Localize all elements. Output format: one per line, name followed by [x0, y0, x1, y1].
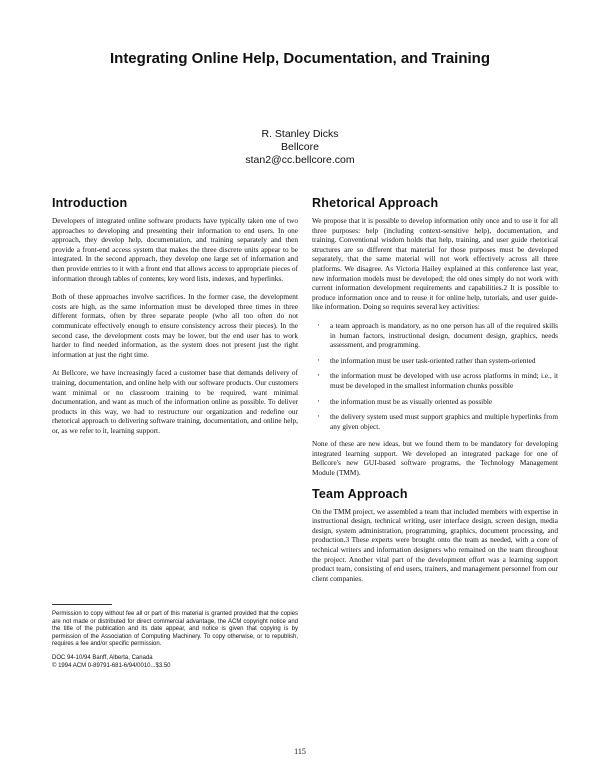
list-item: · the information must be developed with use across platforms in mind; i.e., it must be developed in the smallest information chunks possible	[312, 371, 558, 390]
permission-notice	[52, 604, 298, 670]
left-column	[52, 196, 298, 444]
introduction-heading: Introduction	[52, 196, 128, 210]
author-affiliation: Bellcore	[281, 141, 319, 153]
copyright-line: © 1994 ACM 0-89791-681-6/94/0010...$3.50	[52, 662, 171, 669]
author-block	[0, 128, 600, 167]
rhetorical-paragraph: We propose that it is possible to develop information only once and to use it for all three purposes: help (including context-sensitive help), documentation, and training. Conventional wisdom holds that help, training, and user guide rhetorical structures are so different that material for those purposes must be developed separately, that the same material will not work effectively across all three platforms. We disagree. As Victoria Hailey explained at this conference last year, new information models must be developed; the old ones simply do not work with current information development requirements and capabilities.2 It is possible to produce information once and to reuse it for online help, tutorials, and user guide-like information. Doing so requires several key activities:	[312, 216, 558, 312]
intro-paragraph: Both of these approaches involve sacrifices. In the former case, the development costs are high, as the same information must be developed three times in three different formats, often by three separate people (who all too often do not communicate effectively enough to ensure consistency across their pieces). In the second case, the development costs may be lower, but the end user has to work harder to find needed information, as the system does not present just the right information at just the right time.	[52, 292, 298, 359]
footnote-divider	[52, 604, 112, 605]
paper-title: Integrating Online Help, Documentation, and Training	[109, 50, 491, 67]
page-number: 115	[294, 747, 306, 756]
list-item: · a team approach is mandatory, as no one person has all of the required skills in human factors, instructional design, document design, graphics, needs assessment, and programming.	[312, 321, 558, 350]
conference-line: DOC 94-10/94 Banff, Alberta, Canada	[52, 654, 153, 661]
list-item: · the delivery system used must support graphics and multiple hyperlinks from any given object.	[312, 412, 558, 431]
intro-paragraph: Developers of integrated online software products have typically taken one of two approaches to developing and presenting their information to end users. In one approach, they develop help, documentation, and training separately and then provide a front-end access system that makes the three discrete units appear to be integrated. In the second approach, they develop one large set of information and then provide entries to it with a front end that allows access to appropriate pieces of information through tables of contents, key word lists, indexes, and hyperlinks.	[52, 216, 298, 283]
rhetorical-approach-heading: Rhetorical Approach	[312, 196, 439, 210]
right-column	[312, 196, 558, 592]
permission-text: Permission to copy without fee all or part of this material is granted provided that the copies are not made or distributed for direct commercial advantage, the ACM copyright notice and the title of the publication and its date appear, and notice is given that copying is by permission of the Association of Computing Machinery. To copy otherwise, or to republish, requires a fee and/or specific permission.	[52, 611, 298, 648]
list-item: · the information must be user task-oriented rather than system-oriented	[312, 356, 558, 366]
team-approach-heading: Team Approach	[312, 486, 408, 501]
team-paragraph: On the TMM project, we assembled a team that included members with expertise in instructional design, technical writing, user interface design, screen design, media design, system administration, programming, graphics, document processing, and production.3 These experts were brought onto the team as needed, with a core of technical writers and information designers who remained on the team throughout the project. Another vital part of the development effort was a learning support product team, consisting of end users, trainers, and management personnel from our client companies.	[312, 506, 558, 583]
intro-paragraph: At Bellcore, we have increasingly faced a customer base that demands delivery of training, documentation, and online help with our software products. Our customers want minimal or no classroom training to be required, want minimal documentation, and want as much of the information online as possible. To deliver products in this way, we had to restructure our organization and redefine our rhetorical approach to delivering software training, documentation, and online help, or, as we refer to it, learning support.	[52, 368, 298, 435]
author-name: R. Stanley Dicks	[261, 128, 339, 140]
list-item: · the information must be as visually oriented as possible	[312, 397, 558, 407]
rhetorical-closing-paragraph: None of these are new ideas, but we found them to be mandatory for developing integrated learning support. We developed an integrated package for one of Bellcore's new GUI-based software programs, the Technology Management Module (TMM).	[312, 439, 558, 478]
key-activities-list	[312, 321, 558, 431]
author-email: stan2@cc.bellcore.com	[245, 154, 355, 166]
